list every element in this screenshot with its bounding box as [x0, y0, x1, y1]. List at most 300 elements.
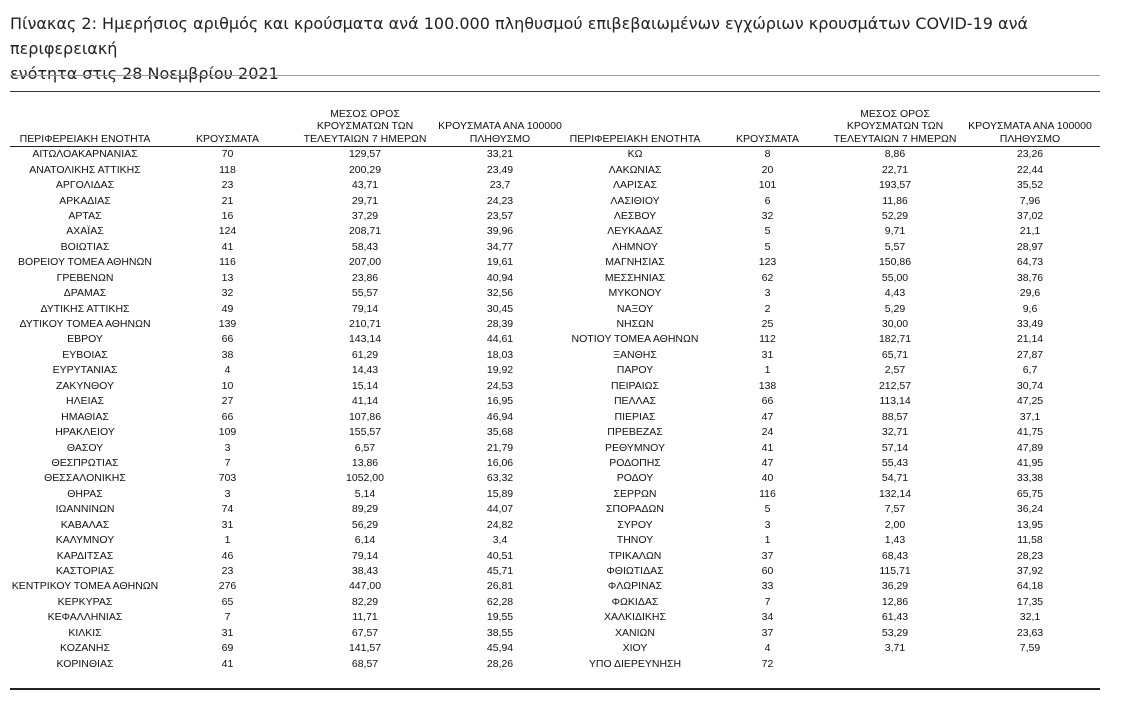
- cell-avg-right: 61,43: [881, 611, 909, 624]
- cell-unit-left: ΓΡΕΒΕΝΩΝ: [56, 271, 114, 284]
- cell-cases-right: 8: [764, 148, 771, 161]
- cell-cases-left: 703: [218, 472, 237, 485]
- cell-cases-right: 62: [761, 271, 774, 284]
- cell-rate-right: 64,73: [1016, 256, 1044, 269]
- cell-cases-left: 124: [218, 225, 237, 238]
- cell-avg-left: 82,29: [351, 595, 379, 608]
- cell-unit-right: ΝΟΤΙΟΥ ΤΟΜΕΑ ΑΘΗΝΩΝ: [571, 333, 699, 346]
- cell-rate-right: 11,58: [1017, 534, 1043, 547]
- cell-unit-right: ΠΡΕΒΕΖΑΣ: [607, 426, 663, 439]
- cell-unit-right: ΤΗΝΟΥ: [616, 534, 654, 547]
- cell-avg-left: 5,14: [354, 487, 376, 500]
- cell-unit-left: ΚΑΒΑΛΑΣ: [60, 518, 110, 531]
- cell-cases-right: 2: [764, 302, 771, 315]
- cell-avg-right: 9,71: [884, 225, 906, 238]
- cell-rate-right: 17,35: [1016, 595, 1044, 608]
- table-row: [10, 487, 1100, 502]
- cell-avg-right: 32,71: [881, 426, 909, 439]
- cell-cases-right: 116: [759, 487, 776, 500]
- table-row: [10, 209, 1100, 224]
- cell-unit-right: ΥΠΟ ΔΙΕΡΕΥΝΗΣΗ: [588, 657, 682, 670]
- cell-avg-left: 43,71: [351, 179, 379, 192]
- cell-avg-left: 1052,00: [346, 472, 384, 485]
- table-row: [10, 579, 1100, 594]
- cell-unit-right: ΧΑΝΙΩΝ: [615, 626, 655, 639]
- cell-rate-left: 62,28: [486, 595, 514, 608]
- cell-unit-right: ΣΠΟΡΑΔΩΝ: [606, 503, 664, 516]
- cell-avg-left: 14,43: [351, 364, 379, 377]
- cell-unit-right: ΦΘΙΩΤΙΔΑΣ: [606, 565, 664, 578]
- cell-cases-right: 6: [764, 194, 771, 207]
- cell-cases-left: 74: [221, 503, 234, 516]
- cell-unit-left: ΗΡΑΚΛΕΙΟΥ: [55, 426, 115, 439]
- cell-rate-left: 32,56: [486, 287, 514, 300]
- cell-unit-left: ΑΙΤΩΛΟΑΚΑΡΝΑΝΙΑΣ: [32, 148, 138, 161]
- cell-avg-right: 65,71: [881, 348, 909, 361]
- cell-rate-right: 21,1: [1019, 225, 1041, 238]
- cell-unit-right: ΜΥΚΟΝΟΥ: [608, 287, 662, 300]
- cell-rate-right: 41,95: [1016, 456, 1044, 469]
- cell-cases-left: 276: [218, 580, 237, 593]
- table-row: [10, 224, 1100, 239]
- cell-rate-right: 33,38: [1016, 472, 1044, 485]
- cell-unit-left: ΗΛΕΙΑΣ: [65, 395, 104, 408]
- table-row: [10, 471, 1100, 486]
- table-row: [10, 348, 1100, 363]
- table-row: [10, 595, 1100, 610]
- cell-avg-left: 447,00: [348, 580, 382, 593]
- cell-cases-right: 25: [761, 318, 774, 331]
- table-row: [10, 409, 1100, 424]
- cell-unit-left: ΘΕΣΣΑΛΟΝΙΚΗΣ: [44, 472, 126, 485]
- cell-rate-right: 64,18: [1016, 580, 1044, 593]
- cell-cases-left: 38: [221, 348, 234, 361]
- cell-avg-right: 3,71: [884, 642, 906, 655]
- cell-rate-right: 23,63: [1016, 626, 1044, 639]
- cell-avg-left: 129,57: [348, 148, 382, 161]
- cell-rate-left: 28,26: [486, 657, 514, 670]
- cell-avg-left: 56,29: [351, 518, 379, 531]
- cell-cases-left: 3: [224, 441, 231, 454]
- cell-cases-right: 47: [761, 456, 774, 469]
- cell-rate-left: 40,51: [486, 549, 514, 562]
- cell-avg-left: 37,29: [351, 209, 379, 222]
- cell-avg-left: 207,00: [348, 256, 382, 269]
- cell-cases-right: 138: [758, 379, 777, 392]
- cell-unit-right: ΧΙΟΥ: [622, 642, 648, 655]
- cell-avg-left: 68,57: [351, 657, 379, 670]
- cell-rate-right: 37,02: [1016, 209, 1044, 222]
- cell-cases-right: 112: [759, 333, 776, 346]
- cell-avg-right: 11,86: [882, 194, 908, 207]
- cell-cases-left: 66: [221, 333, 234, 346]
- cell-cases-left: 13: [221, 271, 234, 284]
- cell-cases-right: 4: [764, 642, 771, 655]
- cell-unit-left: ΔΡΑΜΑΣ: [63, 287, 107, 300]
- cell-avg-right: 36,29: [881, 580, 909, 593]
- cell-unit-left: ΔΥΤΙΚΟΥ ΤΟΜΕΑ ΑΘΗΝΩΝ: [19, 318, 151, 331]
- cell-cases-left: 65: [221, 595, 234, 608]
- cell-avg-left: 143,14: [348, 333, 382, 346]
- cell-unit-right: ΣΥΡΟΥ: [617, 518, 653, 531]
- table-row: [10, 271, 1100, 286]
- cell-cases-right: 7: [764, 595, 771, 608]
- cell-avg-left: 155,57: [348, 426, 382, 439]
- cell-avg-right: 55,43: [881, 456, 909, 469]
- cell-cases-left: 118: [219, 163, 236, 176]
- cell-rate-left: 18,03: [486, 348, 514, 361]
- cell-cases-right: 47: [761, 410, 774, 423]
- cell-rate-left: 40,94: [486, 271, 514, 284]
- table-row: [10, 286, 1100, 301]
- caption-line-2: ενότητα στις 28 Νοεμβρίου 2021: [10, 64, 279, 83]
- cell-cases-left: 139: [218, 318, 237, 331]
- cell-rate-right: 37,1: [1019, 410, 1041, 423]
- cell-rate-right: 23,26: [1016, 148, 1044, 161]
- cell-avg-left: 6,14: [354, 534, 376, 547]
- cell-avg-right: 53,29: [881, 626, 909, 639]
- cell-rate-left: 19,55: [486, 611, 514, 624]
- cell-rate-right: 13,95: [1016, 518, 1044, 531]
- cell-unit-left: ΚΙΛΚΙΣ: [68, 626, 102, 639]
- cell-rate-right: 29,6: [1019, 287, 1041, 300]
- header-unit-right: ΠΕΡΙΦΕΡΕΙΑΚΗ ΕΝΟΤΗΤΑ: [569, 132, 701, 145]
- cell-cases-left: 16: [221, 209, 234, 222]
- cell-rate-left: 39,96: [486, 225, 514, 238]
- header-avg-right: ΜΕΣΟΣ ΟΡΟΣ ΚΡΟΥΣΜΑΤΩΝ ΤΩΝ ΤΕΛΕΥΤΑΙΩΝ 7 ΗΜΕΡΩΝ: [833, 107, 957, 145]
- cell-rate-right: 38,76: [1016, 271, 1044, 284]
- cell-cases-left: 10: [221, 379, 234, 392]
- cell-unit-right: ΜΑΓΝΗΣΙΑΣ: [605, 256, 665, 269]
- cell-cases-right: 40: [761, 472, 774, 485]
- table-row: [10, 147, 1100, 163]
- cell-rate-left: 24,23: [486, 194, 514, 207]
- cell-avg-right: 55,00: [881, 271, 909, 284]
- cell-unit-right: ΝΑΞΟΥ: [616, 302, 654, 315]
- cell-rate-right: 21,14: [1016, 333, 1044, 346]
- cell-cases-left: 7: [224, 611, 231, 624]
- cell-unit-left: ΔΥΤΙΚΗΣ ΑΤΤΙΚΗΣ: [40, 302, 130, 315]
- cell-unit-left: ΕΥΒΟΙΑΣ: [62, 348, 108, 361]
- header-cases-right: ΚΡΟΥΣΜΑΤΑ: [736, 132, 799, 145]
- cell-cases-right: 37: [761, 626, 774, 639]
- table-row: [10, 626, 1100, 641]
- cell-cases-left: 31: [221, 518, 234, 531]
- cell-rate-left: 23,7: [489, 179, 511, 192]
- table-row: [10, 193, 1100, 208]
- table-body: [10, 147, 1100, 672]
- cell-cases-right: 3: [764, 287, 771, 300]
- header-rate-left: ΚΡΟΥΣΜΑΤΑ ΑΝΑ 100000 ΠΛΗΘΥΣΜΟ: [438, 120, 562, 145]
- cell-cases-right: 24: [761, 426, 774, 439]
- cell-cases-right: 66: [761, 395, 774, 408]
- cell-rate-left: 28,39: [486, 318, 514, 331]
- table-bottom-rule: [10, 688, 1100, 690]
- table-row: [10, 533, 1100, 548]
- cell-unit-left: ΕΥΡΥΤΑΝΙΑΣ: [52, 364, 118, 377]
- cell-rate-left: 46,94: [486, 410, 514, 423]
- cell-cases-left: 66: [221, 410, 234, 423]
- table-row: [10, 610, 1100, 625]
- cell-unit-right: ΡΟΔΟΥ: [616, 472, 654, 485]
- cell-unit-right: ΛΑΣΙΘΙΟΥ: [610, 194, 660, 207]
- cell-unit-left: ΒΟΙΩΤΙΑΣ: [60, 240, 110, 253]
- cell-unit-right: ΝΗΣΩΝ: [616, 318, 654, 331]
- cell-rate-right: 28,23: [1016, 549, 1044, 562]
- cell-unit-right: ΜΕΣΣΗΝΙΑΣ: [604, 271, 666, 284]
- table-row: [10, 301, 1100, 316]
- table-row: [10, 317, 1100, 332]
- cell-rate-left: 35,68: [486, 426, 514, 439]
- covid-cases-table: [10, 103, 1100, 672]
- table-row: [10, 440, 1100, 455]
- cell-cases-left: 69: [221, 642, 234, 655]
- cell-rate-left: 21,79: [486, 441, 514, 454]
- cell-avg-right: 22,71: [881, 163, 909, 176]
- cell-cases-right: 1: [764, 534, 771, 547]
- cell-cases-left: 32: [221, 287, 234, 300]
- cell-rate-left: 45,94: [486, 642, 514, 655]
- cell-rate-right: 36,24: [1016, 503, 1044, 516]
- table-row: [10, 394, 1100, 409]
- cell-avg-right: 7,57: [884, 503, 906, 516]
- cell-cases-right: 34: [761, 611, 774, 624]
- cell-avg-right: 150,86: [878, 256, 912, 269]
- cell-rate-left: 33,21: [486, 148, 514, 161]
- cell-unit-right: ΠΕΙΡΑΙΩΣ: [611, 379, 659, 392]
- cell-cases-right: 20: [761, 163, 774, 176]
- cell-cases-left: 21: [221, 194, 234, 207]
- cell-rate-right: 28,97: [1016, 240, 1044, 253]
- cell-avg-left: 141,57: [348, 642, 382, 655]
- header-cases-left: ΚΡΟΥΣΜΑΤΑ: [196, 132, 259, 145]
- cell-avg-right: 57,14: [881, 441, 909, 454]
- cell-cases-right: 32: [761, 209, 774, 222]
- cell-rate-left: 44,07: [486, 503, 514, 516]
- cell-avg-right: 5,57: [884, 240, 906, 253]
- cell-avg-left: 89,29: [351, 503, 379, 516]
- cell-cases-right: 5: [764, 503, 771, 516]
- cell-avg-right: 113,14: [879, 395, 911, 408]
- table-header-row: [10, 103, 1100, 147]
- cell-avg-right: 115,71: [879, 565, 911, 578]
- table-top-rule: [10, 91, 1100, 92]
- cell-avg-left: 15,14: [351, 379, 379, 392]
- table-row: [10, 656, 1100, 671]
- cell-rate-left: 38,55: [486, 626, 514, 639]
- table-row: [10, 178, 1100, 193]
- cell-avg-right: 5,29: [884, 302, 906, 315]
- cell-avg-left: 11,71: [352, 611, 378, 624]
- cell-avg-left: 67,57: [351, 626, 379, 639]
- cell-avg-left: 107,86: [348, 410, 382, 423]
- cell-cases-right: 33: [761, 580, 774, 593]
- cell-rate-right: 35,52: [1016, 179, 1044, 192]
- cell-avg-right: 30,00: [881, 318, 909, 331]
- cell-cases-right: 101: [758, 179, 777, 192]
- cell-cases-left: 49: [221, 302, 234, 315]
- cell-rate-right: 7,96: [1019, 194, 1041, 207]
- cell-rate-left: 26,81: [486, 580, 514, 593]
- cell-cases-right: 41: [761, 441, 774, 454]
- cell-cases-left: 3: [224, 487, 231, 500]
- cell-unit-right: ΡΟΔΟΠΗΣ: [609, 456, 661, 469]
- cell-cases-left: 4: [224, 364, 231, 377]
- cell-rate-left: 19,92: [486, 364, 514, 377]
- cell-rate-right: 7,59: [1019, 642, 1041, 655]
- cell-avg-right: 52,29: [881, 209, 909, 222]
- table-row: [10, 255, 1100, 270]
- cell-rate-right: 47,25: [1016, 395, 1044, 408]
- cell-rate-right: 9,6: [1022, 302, 1038, 315]
- cell-unit-left: ΑΡΚΑΔΙΑΣ: [59, 194, 111, 207]
- cell-avg-right: 132,14: [878, 487, 912, 500]
- cell-cases-left: 46: [221, 549, 234, 562]
- cell-unit-left: ΑΡΓΟΛΙΔΑΣ: [55, 179, 115, 192]
- table-row: [10, 363, 1100, 378]
- cell-avg-left: 29,71: [351, 194, 379, 207]
- cell-cases-left: 41: [221, 240, 234, 253]
- cell-avg-left: 79,14: [351, 302, 379, 315]
- cell-unit-left: ΚΑΡΔΙΤΣΑΣ: [56, 549, 114, 562]
- cell-unit-left: ΚΕΦΑΛΛΗΝΙΑΣ: [47, 611, 123, 624]
- cell-avg-right: 1,43: [884, 534, 906, 547]
- cell-unit-left: ΕΒΡΟΥ: [67, 333, 103, 346]
- cell-avg-right: 182,71: [878, 333, 912, 346]
- cell-avg-right: 4,43: [884, 287, 906, 300]
- cell-avg-left: 79,14: [351, 549, 379, 562]
- cell-cases-right: 60: [761, 565, 774, 578]
- table-row: [10, 379, 1100, 394]
- cell-unit-right: ΚΩ: [627, 148, 643, 161]
- cell-rate-right: 47,89: [1016, 441, 1044, 454]
- cell-unit-right: ΛΕΣΒΟΥ: [613, 209, 657, 222]
- cell-cases-right: 123: [758, 256, 777, 269]
- cell-rate-left: 16,95: [486, 395, 514, 408]
- cell-unit-right: ΛΕΥΚΑΔΑΣ: [607, 225, 663, 238]
- cell-unit-left: ΚΟΡΙΝΘΙΑΣ: [56, 657, 114, 670]
- cell-unit-left: ΙΩΑΝΝΙΝΩΝ: [55, 503, 115, 516]
- cell-unit-left: ΚΑΛΥΜΝΟΥ: [55, 534, 115, 547]
- cell-rate-left: 19,61: [486, 256, 514, 269]
- cell-rate-left: 63,32: [486, 472, 514, 485]
- cell-avg-right: 54,71: [881, 472, 909, 485]
- cell-unit-left: ΚΕΝΤΡΙΚΟΥ ΤΟΜΕΑ ΑΘΗΝΩΝ: [11, 580, 159, 593]
- cell-unit-right: ΛΗΜΝΟΥ: [612, 240, 658, 253]
- cell-avg-left: 6,57: [354, 441, 376, 454]
- caption-line-1: Πίνακας 2: Ημερήσιος αριθμός και κρούσματα ανά 100.000 πληθυσμού επιβεβαιωμένων εγχώριων κρουσμάτων COVID-19 ανά περιφερειακή: [10, 14, 1029, 58]
- cell-unit-left: ΑΡΤΑΣ: [68, 209, 102, 222]
- cell-avg-left: 41,14: [351, 395, 379, 408]
- cell-unit-right: ΛΑΚΩΝΙΑΣ: [608, 163, 662, 176]
- cell-unit-left: ΚΕΡΚΥΡΑΣ: [57, 595, 113, 608]
- header-rate-right: ΚΡΟΥΣΜΑΤΑ ΑΝΑ 100000 ΠΛΗΘΥΣΜΟ: [968, 120, 1092, 145]
- cell-cases-left: 1: [224, 534, 231, 547]
- cell-rate-left: 23,57: [486, 209, 514, 222]
- cell-rate-left: 23,49: [486, 163, 514, 176]
- cell-unit-right: ΠΙΕΡΙΑΣ: [614, 410, 656, 423]
- cell-rate-right: 30,74: [1016, 379, 1044, 392]
- cell-rate-left: 16,06: [486, 456, 514, 469]
- cell-rate-left: 44,61: [486, 333, 514, 346]
- cell-unit-left: ΗΜΑΘΙΑΣ: [61, 410, 109, 423]
- table-row: [10, 518, 1100, 533]
- cell-avg-right: 8,86: [884, 148, 906, 161]
- cell-rate-right: 33,49: [1016, 318, 1044, 331]
- table-row: [10, 425, 1100, 440]
- cell-rate-right: 27,87: [1016, 348, 1044, 361]
- cell-cases-left: 41: [221, 657, 234, 670]
- cell-rate-left: 24,53: [486, 379, 514, 392]
- cell-unit-right: ΤΡΙΚΑΛΩΝ: [608, 549, 662, 562]
- cell-cases-right: 5: [764, 225, 771, 238]
- cell-unit-left: ΒΟΡΕΙΟΥ ΤΟΜΕΑ ΑΘΗΝΩΝ: [18, 256, 152, 269]
- cell-cases-right: 5: [764, 240, 771, 253]
- cell-rate-left: 15,89: [486, 487, 514, 500]
- cell-avg-right: 193,57: [878, 179, 912, 192]
- cell-rate-left: 30,45: [486, 302, 514, 315]
- cell-unit-left: ΘΕΣΠΡΩΤΙΑΣ: [51, 456, 119, 469]
- cell-unit-right: ΣΕΡΡΩΝ: [613, 487, 657, 500]
- cell-avg-right: 88,57: [881, 410, 909, 423]
- cell-avg-left: 23,86: [351, 271, 379, 284]
- cell-unit-right: ΧΑΛΚΙΔΙΚΗΣ: [604, 611, 666, 624]
- cell-rate-right: 37,92: [1016, 565, 1044, 578]
- header-unit-left: ΠΕΡΙΦΕΡΕΙΑΚΗ ΕΝΟΤΗΤΑ: [19, 132, 151, 145]
- cell-rate-left: 45,71: [486, 565, 514, 578]
- cell-unit-left: ΘΗΡΑΣ: [67, 487, 103, 500]
- cell-rate-right: [960, 656, 1100, 671]
- cell-rate-left: 3,4: [492, 534, 508, 547]
- cell-rate-right: 6,7: [1022, 364, 1038, 377]
- cell-avg-left: 200,29: [348, 163, 382, 176]
- cell-avg-left: 55,57: [351, 287, 379, 300]
- cell-unit-left: ΚΑΣΤΟΡΙΑΣ: [55, 565, 115, 578]
- cell-avg-right: [830, 656, 960, 671]
- cell-unit-left: ΘΑΣΟΥ: [66, 441, 104, 454]
- cell-avg-right: 2,00: [884, 518, 906, 531]
- cell-avg-left: 210,71: [348, 318, 382, 331]
- cell-cases-left: 23: [221, 179, 234, 192]
- cell-unit-left: ΚΟΖΑΝΗΣ: [60, 642, 110, 655]
- cell-unit-right: ΠΑΡΟΥ: [616, 364, 654, 377]
- cell-unit-right: ΦΩΚΙΔΑΣ: [611, 595, 659, 608]
- cell-avg-left: 58,43: [351, 240, 379, 253]
- cell-unit-right: ΠΕΛΛΑΣ: [613, 395, 657, 408]
- table-row: [10, 641, 1100, 656]
- top-divider: [10, 75, 1100, 76]
- cell-rate-left: 34,77: [486, 240, 514, 253]
- cell-rate-left: 24,82: [486, 518, 514, 531]
- table-row: [10, 502, 1100, 517]
- table-row: [10, 332, 1100, 347]
- cell-avg-right: 2,57: [884, 364, 906, 377]
- cell-avg-right: 68,43: [881, 549, 909, 562]
- table-row: [10, 240, 1100, 255]
- table-row: [10, 548, 1100, 563]
- cell-cases-left: 116: [219, 256, 236, 269]
- cell-unit-right: ΦΛΩΡΙΝΑΣ: [607, 580, 663, 593]
- cell-avg-left: 61,29: [351, 348, 379, 361]
- cell-unit-right: ΛΑΡΙΣΑΣ: [613, 179, 657, 192]
- cell-unit-left: ΖΑΚΥΝΘΟΥ: [55, 379, 114, 392]
- cell-cases-left: 109: [218, 426, 237, 439]
- cell-cases-right: 3: [764, 518, 771, 531]
- cell-avg-left: 208,71: [348, 225, 382, 238]
- cell-cases-right: 31: [761, 348, 774, 361]
- cell-rate-right: 65,75: [1016, 487, 1044, 500]
- cell-unit-right: ΡΕΘΥΜΝΟΥ: [604, 441, 665, 454]
